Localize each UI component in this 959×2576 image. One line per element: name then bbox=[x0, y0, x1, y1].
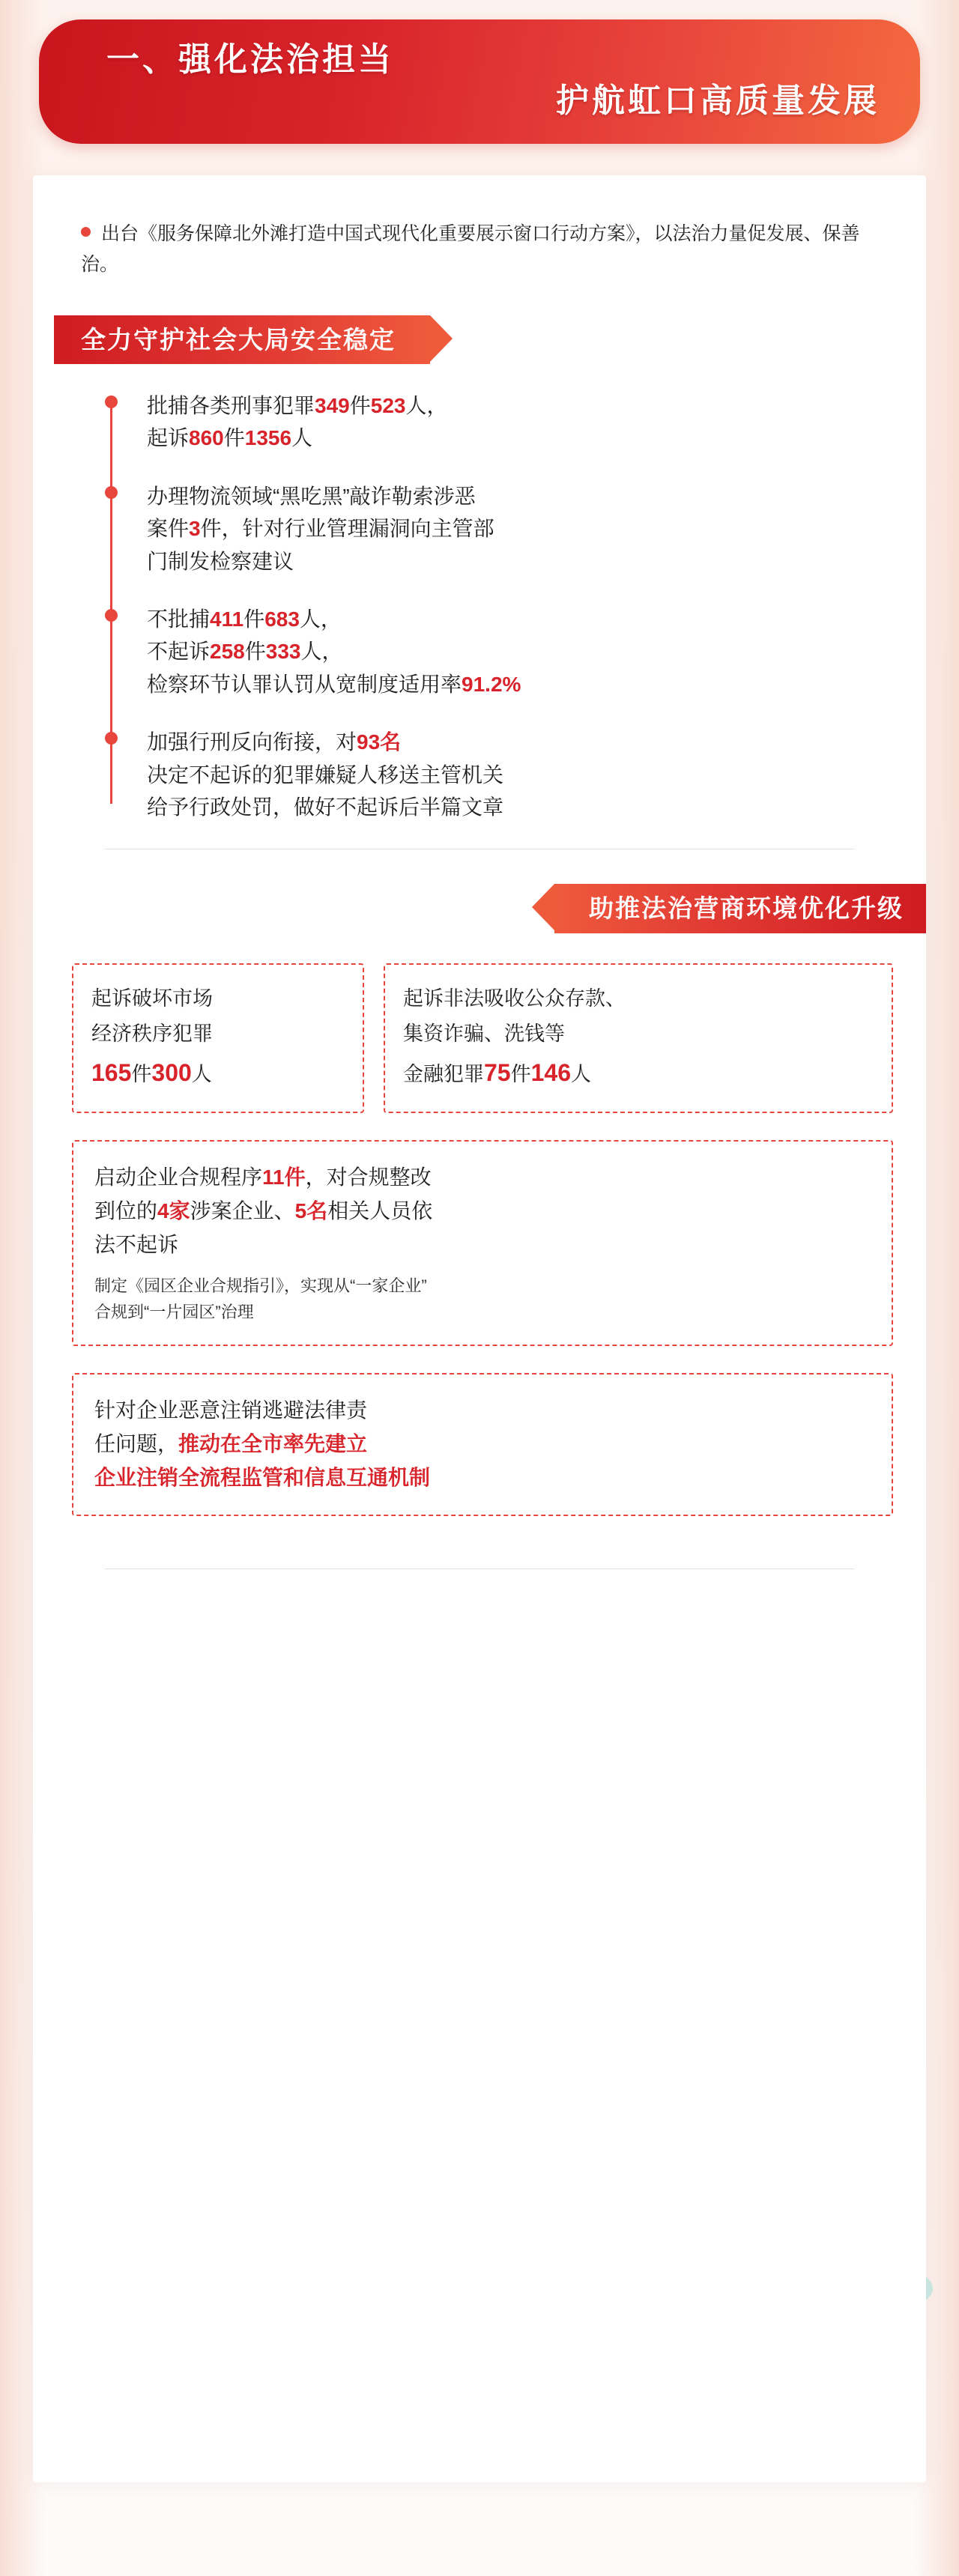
t3-n4: 333 bbox=[265, 640, 301, 664]
t3-n5: 91.2% bbox=[462, 672, 521, 696]
fc-l3-pre: 金融犯罪 bbox=[403, 1063, 484, 1086]
compliance-sub bbox=[94, 1273, 871, 1325]
t1-n3: 860 bbox=[189, 426, 224, 450]
section2-two-column bbox=[72, 963, 893, 1114]
section1-heading-row bbox=[33, 281, 926, 365]
cb-sub-l2: 合规到“一片园区”治理 bbox=[94, 1303, 254, 1322]
fc-l2: 集资诈骗、洗钱等 bbox=[403, 1022, 565, 1046]
banner-title-line2: 护航虹口高质量发展 bbox=[556, 82, 880, 119]
t1-n2: 523 bbox=[370, 394, 406, 418]
mc-n1: 165 bbox=[91, 1059, 132, 1087]
t1-l1-pre: 批捕各类刑事犯罪 bbox=[147, 394, 315, 418]
t3-n3: 258 bbox=[210, 640, 245, 664]
intro-text: 出台《服务保障北外滩打造中国式现代化重要展示窗口行动方案》，以法治力量促发展、保善治。 bbox=[81, 223, 860, 276]
t3-n1: 411 bbox=[210, 607, 244, 631]
cb-n3: 5名 bbox=[294, 1199, 328, 1223]
timeline-bullet-icon bbox=[105, 486, 118, 499]
banner-title-line1: 一、强化法治担当 bbox=[106, 41, 394, 78]
cb-l2-post: 相关人员依 bbox=[327, 1199, 433, 1223]
fc-m2: 人 bbox=[570, 1063, 591, 1086]
section2-heading-row bbox=[33, 849, 926, 933]
t3-n2: 683 bbox=[264, 607, 300, 631]
cn-l2-pre: 任问题， bbox=[94, 1432, 179, 1456]
fc-n1: 75 bbox=[484, 1059, 511, 1087]
mc-l2: 经济秩序犯罪 bbox=[91, 1022, 213, 1046]
cb-l3: 法不起诉 bbox=[94, 1233, 179, 1257]
cn-l1: 针对企业恶意注销逃避法律责 bbox=[94, 1398, 368, 1422]
bullet-dot-icon bbox=[81, 227, 91, 237]
timeline-item-text bbox=[147, 480, 896, 578]
t2-l2-pre: 案件 bbox=[147, 517, 190, 541]
t1-n1: 349 bbox=[315, 394, 350, 418]
section2-heading: 助推法治营商环境优化升级 bbox=[554, 884, 926, 933]
finance-crime-box bbox=[384, 963, 893, 1114]
t3-m4: 人， bbox=[300, 640, 343, 664]
compliance-box bbox=[72, 1140, 893, 1346]
cancellation-box bbox=[72, 1373, 893, 1515]
timeline-item bbox=[147, 726, 896, 823]
t1-m4: 人 bbox=[291, 426, 313, 450]
mc-n2: 300 bbox=[151, 1059, 192, 1087]
fc-l1: 起诉非法吸收公众存款、 bbox=[403, 987, 626, 1010]
t4-l1-pre: 加强行刑反向衔接，对 bbox=[147, 730, 357, 754]
t1-n4: 1356 bbox=[244, 426, 292, 450]
section1-heading: 全力守护社会大局安全稳定 bbox=[54, 315, 430, 365]
t1-m3: 件 bbox=[223, 426, 245, 450]
fc-m1: 件 bbox=[510, 1063, 531, 1086]
cb-l2-pre: 到位的 bbox=[94, 1199, 158, 1223]
header-banner bbox=[39, 19, 920, 144]
intro-paragraph bbox=[81, 219, 887, 281]
t2-l1: 办理物流领域“黑吃黑”敲诈勒索涉恶 bbox=[147, 484, 476, 508]
t3-l2-pre: 不起诉 bbox=[147, 640, 211, 664]
t2-l3: 门制发检察建议 bbox=[147, 549, 294, 573]
fc-n2: 146 bbox=[530, 1059, 571, 1087]
cb-sub-l1: 制定《园区企业合规指引》，实现从“一家企业” bbox=[94, 1276, 427, 1295]
banner-body bbox=[39, 19, 920, 144]
mc-l1: 起诉破坏市场 bbox=[91, 987, 213, 1010]
t3-l1-pre: 不批捕 bbox=[147, 607, 211, 631]
t3-m1: 件 bbox=[243, 607, 265, 631]
cancellation-main bbox=[94, 1394, 871, 1494]
mc-m1: 件 bbox=[131, 1063, 152, 1086]
t3-m3: 件 bbox=[244, 640, 266, 664]
timeline-bullet-icon bbox=[105, 609, 118, 622]
t4-l3: 给予行政处罚，做好不起诉后半篇文章 bbox=[147, 795, 504, 819]
cb-n2: 4家 bbox=[157, 1199, 190, 1223]
mc-m2: 人 bbox=[191, 1063, 212, 1086]
timeline-item bbox=[147, 390, 896, 455]
cb-l2-mid: 涉案企业、 bbox=[190, 1199, 295, 1223]
t4-n1: 93名 bbox=[357, 730, 402, 754]
t1-m2: 人， bbox=[405, 394, 448, 418]
timeline-item bbox=[147, 480, 896, 578]
timeline-item bbox=[147, 603, 896, 700]
t1-m1: 件 bbox=[349, 394, 371, 418]
t2-n1: 3 bbox=[189, 517, 201, 541]
timeline-item-text bbox=[147, 390, 896, 455]
section1-timeline bbox=[105, 390, 896, 823]
cb-l1-post: ，对合规整改 bbox=[305, 1166, 432, 1189]
timeline-item-text bbox=[147, 603, 896, 700]
cn-l2-red: 推动在全市率先建立 bbox=[178, 1432, 368, 1456]
cb-l1-pre: 启动企业合规程序 bbox=[94, 1166, 263, 1189]
market-crime-box bbox=[72, 963, 364, 1114]
t3-l3-pre: 检察环节认罪认罚从宽制度适用率 bbox=[147, 672, 462, 696]
timeline-bullet-icon bbox=[105, 732, 118, 745]
timeline-item-text bbox=[147, 726, 896, 823]
cn-l3-red: 企业注销全流程监管和信息互通机制 bbox=[94, 1465, 431, 1489]
t2-l2-post: 件，针对行业管理漏洞向主管部 bbox=[200, 517, 494, 541]
content-card bbox=[33, 175, 926, 2482]
t4-l2: 决定不起诉的犯罪嫌疑人移送主管机关 bbox=[147, 763, 504, 787]
cb-n1: 11件 bbox=[262, 1166, 306, 1189]
timeline-bullet-icon bbox=[105, 396, 118, 408]
t1-l2-pre: 起诉 bbox=[147, 426, 190, 450]
compliance-main bbox=[94, 1161, 871, 1261]
t3-m2: 人， bbox=[299, 607, 342, 631]
